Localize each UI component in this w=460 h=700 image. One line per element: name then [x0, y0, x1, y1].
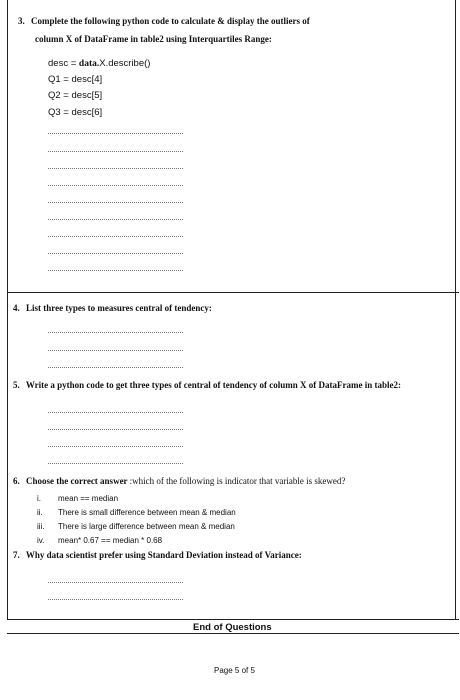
answer-line[interactable] [48, 599, 183, 600]
answer-line[interactable] [48, 185, 183, 186]
question-4 [13, 303, 212, 313]
answer-line[interactable] [48, 253, 183, 254]
question-7-text: Why data scientist prefer using Standard Deviation instead of Variance: [25, 550, 302, 560]
code-line-q3: Q3 = desc[6] [48, 107, 103, 118]
answer-line[interactable] [48, 219, 183, 220]
answer-line[interactable] [48, 412, 183, 413]
answer-line[interactable] [48, 582, 183, 583]
answer-line[interactable] [48, 202, 183, 203]
code-line-q2: Q2 = desc[5] [48, 90, 103, 101]
question-6-number: 6. [13, 476, 20, 486]
answer-line[interactable] [48, 350, 183, 351]
answer-line[interactable] [48, 236, 183, 237]
question-3-line1: Complete the following python code to calculate & display the outliers of [31, 16, 310, 26]
answer-line[interactable] [48, 367, 183, 368]
end-of-questions: End of Questions [193, 622, 272, 633]
question-4-text: List three types to measures central of tendency: [26, 303, 212, 313]
answer-line[interactable] [48, 151, 183, 152]
answer-line[interactable] [48, 332, 183, 333]
question-6-bold: Choose the correct answer [26, 476, 128, 486]
question-3-number: 3. [18, 16, 25, 26]
page-number: Page 5 of 5 [214, 666, 255, 675]
answer-line[interactable] [48, 133, 183, 134]
question-7-number: 7. [13, 550, 20, 560]
code-line-q1: Q1 = desc[4] [48, 74, 103, 85]
question-3-line2: column X of DataFrame in table2 using Interquartiles Range: [35, 34, 272, 44]
answer-line[interactable] [48, 429, 183, 430]
answer-line[interactable] [48, 463, 183, 464]
answer-line[interactable] [48, 446, 183, 447]
question-5-number: 5. [13, 380, 20, 390]
answer-line[interactable] [48, 270, 183, 271]
question-7 [13, 550, 302, 560]
code-line-desc: desc = data.X.describe() [48, 58, 151, 69]
question-5 [13, 380, 401, 390]
question-3 [18, 16, 310, 26]
question-6-rest: :which of the following is indicator that variable is skewed? [129, 476, 346, 486]
question-5-text: Write a python code to get three types of central of tendency of column X of DataFrame in table2: [25, 380, 401, 390]
divider [7, 619, 459, 620]
question-6 [13, 476, 345, 486]
answer-line[interactable] [48, 168, 183, 169]
divider [7, 633, 459, 634]
divider [7, 292, 459, 293]
question-4-number: 4. [13, 303, 20, 313]
